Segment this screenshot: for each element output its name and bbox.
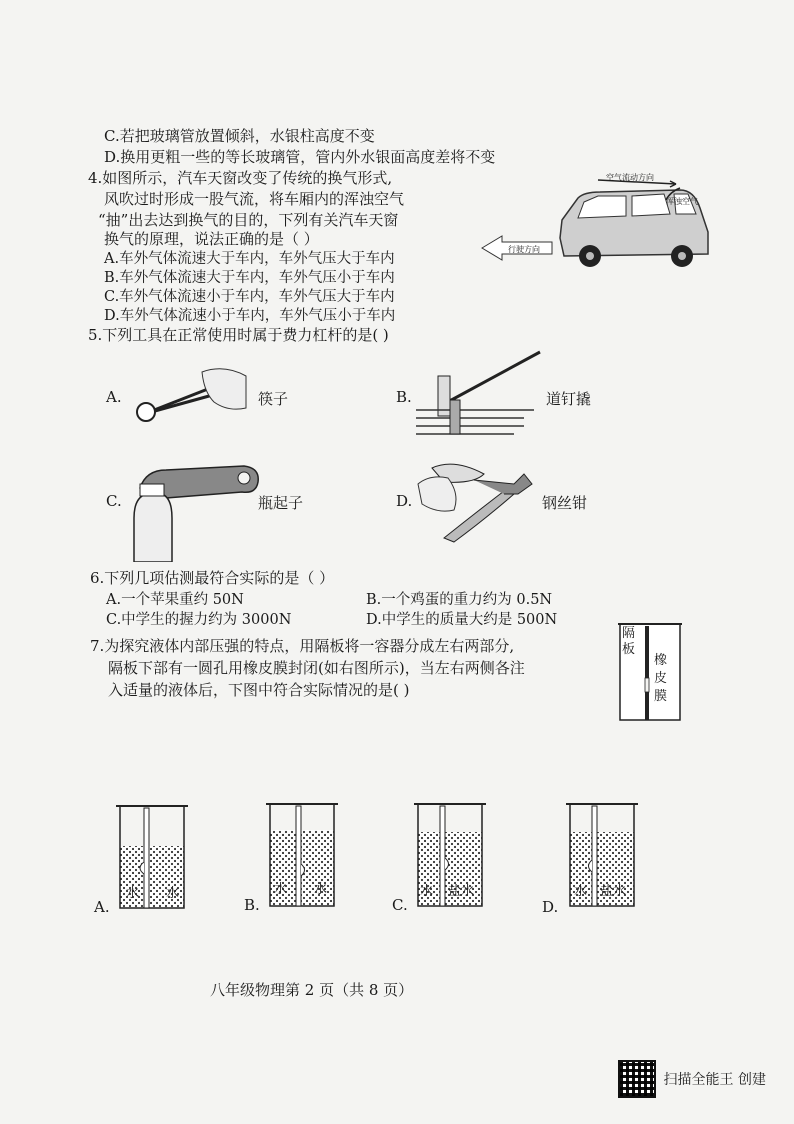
q5-d-name: 钢丝钳 (542, 494, 588, 512)
q4-stem-1: 4.如图所示，汽车天窗改变了传统的换气形式, (88, 169, 393, 187)
q4-option-c: C.车外气体流速小于车内，车外气压大于车内 (104, 289, 395, 305)
q5-a-letter: A. (106, 388, 122, 406)
q6-stem: 6.下列几项估测最符合实际的是（ ） (90, 569, 335, 587)
membrane-label: 橡皮膜 (654, 653, 668, 704)
q4-option-a: A.车外气体流速大于车内，车外气压大于车内 (104, 251, 395, 267)
q4-stem-4: 换气的原理，说法正确的是（ ） (104, 230, 319, 248)
q7-a-right-liquid: 水 (166, 886, 180, 901)
chopsticks-figure (128, 362, 248, 426)
q7-d-right-liquid: 盐水 (600, 884, 627, 899)
dirty-air-label: 浑浊空气 (666, 197, 698, 206)
partition-label: 隔板 (622, 626, 636, 657)
q6-option-c: C.中学生的握力约为 3000N (106, 612, 292, 628)
q6-option-b: B.一个鸡蛋的重力约为 0.5N (366, 592, 553, 608)
q7-d-letter: D. (542, 898, 559, 916)
scanner-watermark (618, 1060, 766, 1098)
q5-stem: 5.下列工具在正常使用时属于费力杠杆的是( ) (88, 326, 389, 344)
q7-stem-3: 入适量的液体后，下图中符合实际情况的是( ) (108, 681, 410, 699)
q7-a-left-liquid: 水 (126, 886, 140, 901)
airflow-direction-label: 空气流动方向 (606, 173, 654, 182)
q5-a-name: 筷子 (258, 390, 289, 408)
q7-d-left-liquid: 水 (574, 884, 588, 899)
q6-option-a: A.一个苹果重约 50N (106, 592, 244, 608)
q5-b-name: 道钉撬 (546, 390, 592, 408)
wire-pliers-figure (414, 454, 536, 544)
q3-option-c: C.若把玻璃管放置倾斜，水银柱高度不变 (104, 127, 375, 145)
q5-c-letter: C. (106, 492, 122, 510)
q5-c-name: 瓶起子 (258, 494, 304, 512)
container-option-c (414, 800, 486, 908)
q6-option-d: D.中学生的质量大约是 500N (366, 612, 558, 628)
container-option-a (116, 802, 188, 910)
q7-b-right-liquid: 水 (314, 882, 328, 897)
q4-option-b: B.车外气体流速大于车内，车外气压小于车内 (104, 270, 395, 286)
q7-stem-1: 7.为探究液体内部压强的特点，用隔板将一容器分成左右两部分, (90, 637, 515, 655)
q4-option-d: D.车外气体流速小于车内，车外气压小于车内 (104, 308, 396, 324)
q7-stem-2: 隔板下部有一圆孔用橡皮膜封闭(如右图所示)，当左右两侧各注 (108, 659, 525, 677)
q7-c-right-liquid: 盐水 (448, 884, 475, 899)
q7-b-letter: B. (244, 896, 260, 914)
q7-b-left-liquid: 水 (274, 882, 288, 897)
q7-a-letter: A. (94, 898, 110, 916)
page-footer: 八年级物理第 2 页（共 8 页） (210, 981, 414, 999)
crowbar-figure (414, 348, 544, 442)
q4-stem-3: “抽”出去达到换气的目的，下列有关汽车天窗 (98, 211, 399, 229)
qr-code-icon (618, 1060, 656, 1098)
driving-direction-label: 行驶方向 (508, 245, 540, 254)
container-option-d (566, 800, 638, 908)
partition-container-figure (618, 622, 682, 722)
q5-b-letter: B. (396, 388, 412, 406)
q7-c-left-liquid: 水 (420, 884, 434, 899)
q4-stem-2: 风吹过时形成一股气流，将车厢内的浑浊空气 (104, 190, 405, 208)
bottle-opener-figure (126, 458, 262, 562)
container-option-b (266, 800, 338, 908)
q3-option-d: D.换用更粗一些的等长玻璃管，管内外水银面高度差将不变 (104, 148, 496, 166)
q7-c-letter: C. (392, 896, 408, 914)
car-sunroof-figure (480, 168, 720, 278)
watermark-text: 扫描全能王 创建 (663, 1072, 766, 1088)
q5-d-letter: D. (396, 492, 413, 510)
